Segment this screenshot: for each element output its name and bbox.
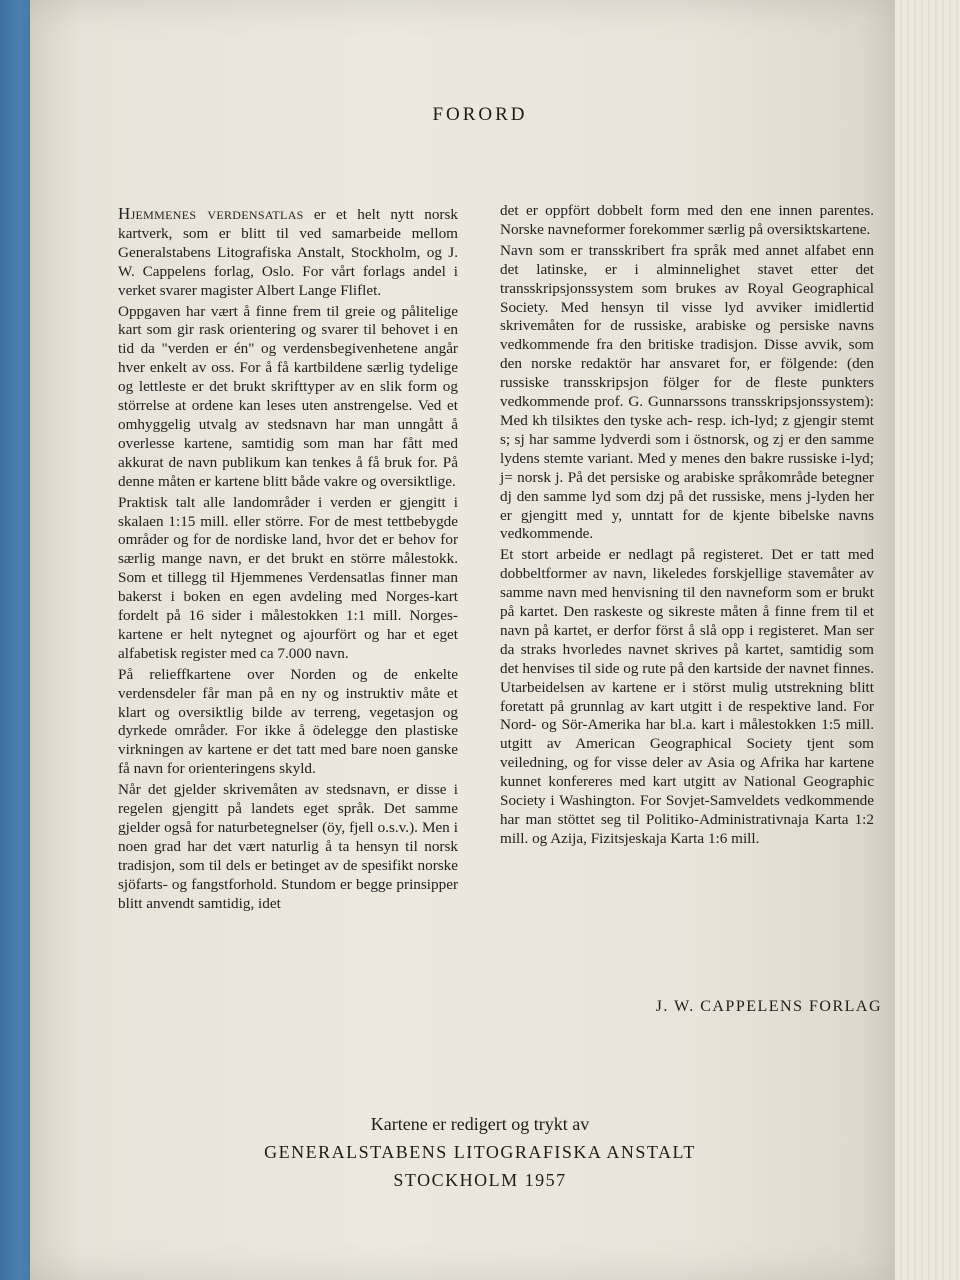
- page-title: FORORD: [432, 104, 528, 125]
- left-text-column: [118, 205, 458, 916]
- paragraph-transcription: Navn som er transskribert fra språk med annet alfabet enn det latinske, er i alminnelighet stavet etter det transskripsjonssystem som brukes av Royal Geographical Society. Med hensyn til visse lyd avviker imidlertid skrivemåten for de russiske, arabiske og persiske navns vedkommende fra den britiske tradisjon. Disse avvik, som den norske redaktör har ansvaret for, er fölgende: (den russiske transskripsjon fölger for de fleste punkters vedkommende prof. G. Gunnarssons transskripsjonssystem): Med kh tilsiktes den tyske ach- resp. ich-lyd; z gjengir stemt s; sj har samme lydverdi som i östnorsk, og zj er den samme lydens stemte variant. Med y menes den bakre russiske i-lyd; j= norsk j. På det persiske og arabiske språkområde betegner dj den samme lyd som dzj på det russiske, mens j-lyden her er gjengitt med y, unntatt for de kjente bibelske navns vedkommende.: [500, 241, 874, 543]
- paragraph-register: Et stort arbeide er nedlagt på registeret. Det er tatt med dobbeltformer av navn, likeledes forskjellige stavemåter av samme navn med henvisning til den navneform som er brukt på kartet. Den raskeste og sikreste måten å finne frem til et navn på kartet, er derfor först å slå opp i registeret. Man ser da straks hvorledes navnet skrives på kartet, samtidig som det henvises til side og rute på den kartside der navnet finnes. Utarbeidelsen av kartene er i störst mulig utstrekning blitt foretatt på grunnlag av kart utgitt i de respektive land. For Nord- og Sör-Amerika har bl.a. kart i målestokken 1:5 mill. utgitt av American Geographical Society tjent som veiledning, og for visse deler av Asia og Afrika har kartene kunnet konfereres med kart utgitt av National Geographic Society i Washington. For Sovjet-Samveldets vedkommende har man stöttet seg til Politiko-Administrativnaja Karta 1:2 mill. og Azija, Fizitsjeskaja Karta 1:6 mill.: [500, 546, 874, 847]
- paragraph-intro: [118, 205, 458, 301]
- paragraph-continuation: det er oppfört dobbelt form med den ene innen parentes. Norske navneformer forekommer særlig på oversiktskartene.: [500, 202, 874, 238]
- intro-text: er et helt nytt norsk kartverk, som er blitt til ved samarbeide mellom Generalstabens Litografiska Anstalt, Stockholm, og J. W. Cappelens forlag, Oslo. For vårt forlags andel i verket svarer magister Albert Lange Fliflet.: [118, 206, 458, 299]
- colophon-line-2: GENERALSTABENS LITOGRAFISKA ANSTALT: [264, 1142, 696, 1162]
- colophon-line-1: Kartene er redigert og trykt av: [370, 1114, 590, 1134]
- page-edges: [895, 0, 960, 1280]
- paragraph-scale: Praktisk talt alle landområder i verden er gjengitt i skalaen 1:15 mill. eller större. For de mest tettbebygde områder og for de nordiske land, hvor det er behov for særlig mange navn, er det brukt en större målestokk. Som et tillegg til Hjemmenes Verdensatlas finner man bakerst i boken en egen avdeling med Norges-kart fordelt på 16 sider i målestokken 1:1 mill. Norges-kartene er helt nytegnet og ajourfört og har et eget alfabetisk register med ca 7.000 navn.: [118, 493, 458, 662]
- right-text-column: [500, 202, 874, 851]
- paragraph-spelling: Når det gjelder skrivemåten av stedsnavn, er disse i regelen gjengitt på landets eget språk. Det samme gjelder også for naturbetegnelser (öy, fjell o.s.v.). Men i noen grad har det vært naturlig å ta hensyn til norsk tradisjon, som til dels er betinget av de spesifikt norske sjöfarts- og fangstforhold. Stundom er begge prinsipper blitt anvendt samtidig, idet: [118, 781, 458, 912]
- colophon-line-3: STOCKHOLM 1957: [393, 1170, 567, 1190]
- paragraph-relief: På relieffkartene over Norden og de enkelte verdensdeler får man på en ny og instruktiv måte et klart og oversiktlig bilde av terreng, vegetasjon og dyrkede områder. For ikke å ödelegge den plastiske virkningen av kartene er det tatt med bare noen ganske få navn for orienteringens skyld.: [118, 665, 458, 778]
- lead-words: Hjemmenes verdensatlas: [118, 204, 304, 223]
- paragraph-task: Oppgaven har vært å finne frem til greie og pålitelige kart som gir rask orientering og svarer til behovet i en tid da "verden er én" og verdensbegivenhetene angår hver enkelt av oss. For å få kartbildene særlig tydelige og lettleste er det brukt skrifttyper av en slik form og störrelse at ordene kan leses uten anstrengelse. Ved et omhyggelig utvalg av stedsnavn har man unngått å overlesse kartene, samtidig som man har fått med akkurat de navn publikum kan tenkes å få bruk for. På denne måten er kartene blitt både vakre og oversiktlige.: [118, 302, 458, 490]
- publisher-signature: J. W. CAPPELENS FORLAG: [655, 998, 882, 1015]
- colophon: [120, 1110, 840, 1194]
